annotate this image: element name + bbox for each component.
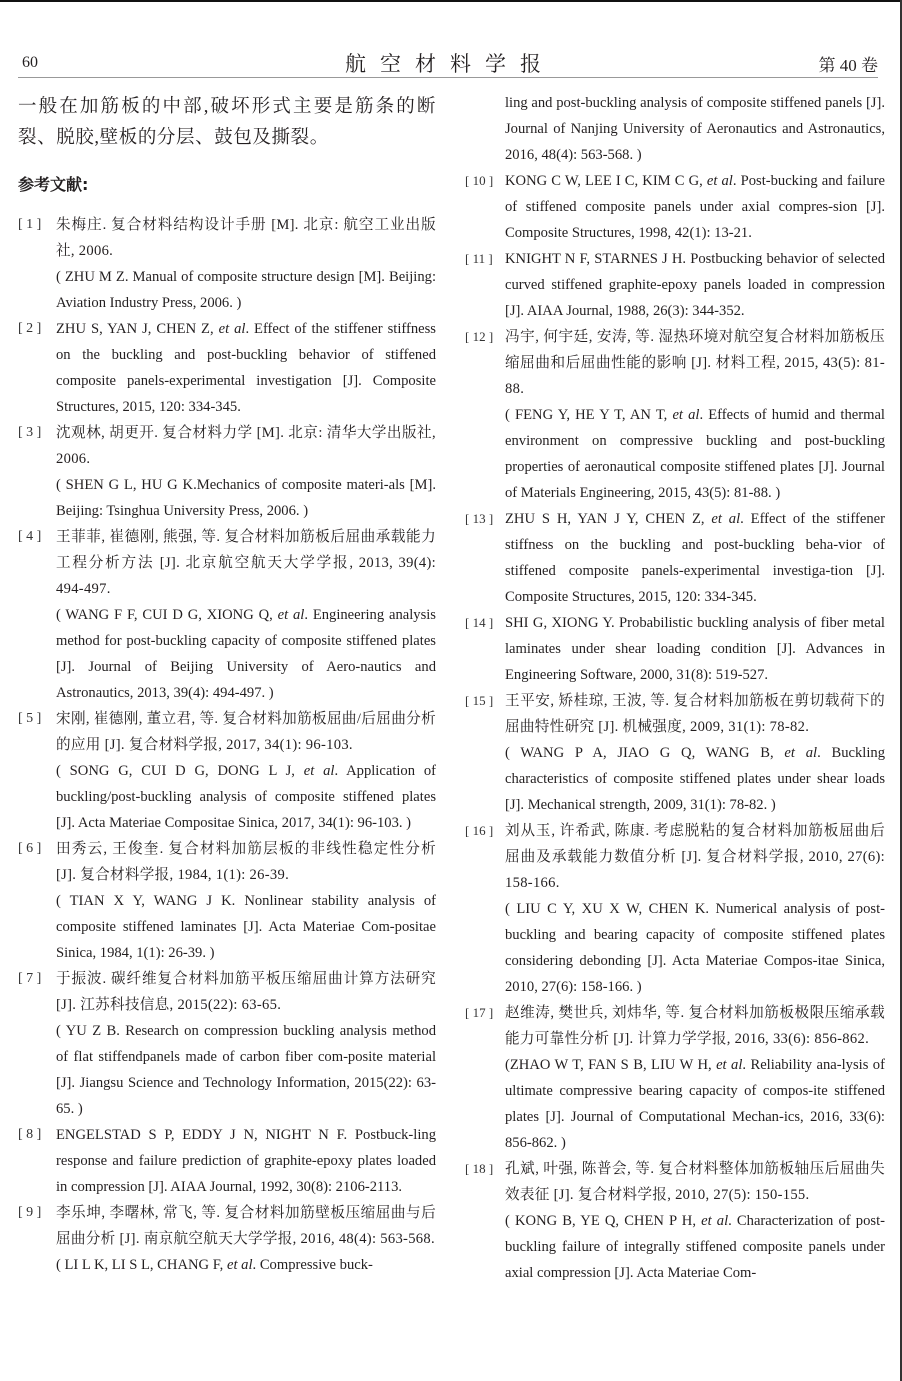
reference-body: . Compressive buck- xyxy=(252,1257,373,1273)
reference-body: . Effect of the stiffener stiffness on the buckling and post-buckling behavior of stiffened composite panels-experimental investigation [J]. Composite Structures, 2015, 120: 334-345. xyxy=(56,321,436,415)
reference-item xyxy=(467,818,885,1000)
reference-item xyxy=(18,966,436,1122)
reference-text-en: ( SHEN G L, HU G K.Mechanics of composite materi-als [M]. Beijing: Tsinghua University Press, 2006. ) xyxy=(56,477,436,519)
reference-text: SHI G, XIONG Y. Probabilistic buckling analysis of fiber metal laminates under shear loading condition [J]. Advances in Engineering Software, 2000, 31(8): 519-527. xyxy=(505,615,885,683)
reference-item xyxy=(18,420,436,524)
reference-text-cn: 李乐坤, 李曙林, 常飞, 等. 复合材料加筋壁板压缩屈曲与后屈曲分析 [J]. 南京航空航天大学学报, 2016, 48(4): 563-568. xyxy=(56,1205,436,1247)
reference-authors: (ZHAO W T, FAN S B, LIU W H, xyxy=(505,1057,717,1073)
reference-number: [ 9 ] xyxy=(18,1205,42,1220)
reference-text-cn: 刘从玉, 许希武, 陈康. 考虑脱粘的复合材料加筋板屈曲后屈曲及承载能力数值分析 [J]. 复合材料学报, 2010, 27(6): 158-166. xyxy=(505,823,885,891)
reference-number: [ 8 ] xyxy=(18,1127,42,1142)
reference-authors: KONG C W, LEE I C, KIM C G, xyxy=(505,173,707,189)
reference-text-en xyxy=(56,758,436,836)
reference-authors: ZHU S H, YAN J Y, CHEN Z, xyxy=(505,511,712,527)
reference-text-cn: 于振波. 碳纤维复合材料加筋平板压缩屈曲计算方法研究 [J]. 江苏科技信息, 2015(22): 63-65. xyxy=(56,971,436,1013)
et-al: et al xyxy=(303,763,335,779)
reference-number: [ 15 ] xyxy=(465,693,494,708)
reference-text-en xyxy=(505,740,885,818)
reference-item xyxy=(467,1000,885,1156)
body-paragraph: 一般在加筋板的中部,破坏形式主要是筋条的断裂、脱胶,壁板的分层、鼓包及撕裂。 xyxy=(18,97,436,148)
reference-item xyxy=(467,506,885,610)
reference-item xyxy=(18,524,436,706)
reference-item xyxy=(467,1156,885,1286)
reference-text: KNIGHT N F, STARNES J H. Postbucking behavior of selected curved stiffened graphite-epoxy panels loaded in compression [J]. AIAA Journal, 1988, 26(3): 344-352. xyxy=(505,251,885,319)
reference-text-cn: 赵维涛, 樊世兵, 刘炜华, 等. 复合材料加筋板极限压缩承载能力可靠性分析 [J]. 计算力学学报, 2016, 33(6): 856-862. xyxy=(505,1005,885,1047)
reference-text-en xyxy=(56,1252,436,1278)
reference-number: [ 11 ] xyxy=(465,251,493,266)
reference-body: . Post-bucking and failure of stiffened composite panels under axial compres-sion [J]. Composite Structures, 1998, 42(1): 13-21. xyxy=(505,173,885,241)
reference-number: [ 12 ] xyxy=(465,329,494,344)
reference-body: . Reliability ana-lysis of ultimate compressive bearing capacity of compos-ite stiffened plates [J]. Journal of Computational Mechan-ics, 2016, 33(6): 856-862. ) xyxy=(505,1057,885,1151)
reference-text-en: ling and post-buckling analysis of composite stiffened panels [J]. Journal of Nanjing University of Aeronautics and Astronautics, 2016, 48(4): 563-568. ) xyxy=(505,95,885,163)
reference-text-en: ( TIAN X Y, WANG J K. Nonlinear stability analysis of composite stiffened laminates [J]. Acta Materiae Com-positae Sinica, 1984, 1(1): 26-39. ) xyxy=(56,893,436,961)
reference-body: . Engineering analysis method for post-buckling capacity of composite stiffened plates [J]. Journal of Beijing University of Aero-nautics and Astronautics, 2013, 39(4): 494-497. ) xyxy=(56,607,436,701)
reference-number: [ 5 ] xyxy=(18,711,42,726)
reference-text-cn: 王菲菲, 崔德刚, 熊强, 等. 复合材料加筋板后屈曲承载能力工程分析方法 [J]. 北京航空航天大学学报, 2013, 39(4): 494-497. xyxy=(56,529,436,597)
reference-authors: ( LI L K, LI S L, CHANG F, xyxy=(56,1257,227,1273)
page-number: 60 xyxy=(22,54,38,71)
reference-item xyxy=(467,246,885,324)
reference-body: . Application of buckling/post-buckling analysis of composite stiffened plates [J]. Acta Materiae Compositae Sinica, 2017, 34(1): 96-103. ) xyxy=(56,763,436,831)
reference-text xyxy=(56,316,436,420)
reference-body: . Characterization of post-buckling failure of integrally stiffened composite panels under axial compression [J]. Acta Materiae Com- xyxy=(505,1213,885,1281)
reference-text-cn: 沈观林, 胡更开. 复合材料力学 [M]. 北京: 清华大学出版社, 2006. xyxy=(56,425,436,467)
et-al: et al xyxy=(277,607,305,623)
reference-number: [ 2 ] xyxy=(18,321,42,336)
reference-text-cn: 朱梅庄. 复合材料结构设计手册 [M]. 北京: 航空工业出版社, 2006. xyxy=(56,217,436,259)
reference-text: ENGELSTAD S P, EDDY J N, NIGHT N F. Postbuck-ling response and failure prediction of graphite-epoxy plates loaded in compression [J]. AIAA Journal, 1992, 30(8): 2106-2113. xyxy=(56,1127,436,1195)
reference-number: [ 4 ] xyxy=(18,529,42,544)
reference-item xyxy=(467,688,885,818)
reference-item xyxy=(18,212,436,316)
reference-body: . Effect of the stiffener stiffness on the buckling and post-buckling beha-vior of stiffened composite panels-experimental investiga-tion [J]. Composite Structures, 2015, 120: 334-345. xyxy=(505,511,885,605)
reference-number: [ 16 ] xyxy=(465,823,494,838)
reference-item xyxy=(18,316,436,420)
et-al: et al xyxy=(701,1213,729,1229)
right-column xyxy=(467,90,885,1286)
et-al: et al xyxy=(218,321,246,337)
reference-item xyxy=(18,706,436,836)
reference-continuation xyxy=(467,90,885,168)
reference-number: [ 6 ] xyxy=(18,841,42,856)
reference-body: . Effects of humid and thermal environment on compressive buckling and post-buckling properties of aeronautical composite stiffened plates [J]. Journal of Materials Engineering, 2015, 43(5): 81-88. ) xyxy=(505,407,885,501)
reference-number: [ 13 ] xyxy=(465,511,494,526)
reference-number: [ 1 ] xyxy=(18,217,42,232)
reference-number: [ 17 ] xyxy=(465,1005,494,1020)
reference-text-en xyxy=(505,1052,885,1156)
reference-text-en: ( YU Z B. Research on compression buckling analysis method of flat stiffendpanels made of carbon fiber com-posite material [J]. Jiangsu Science and Technology Information, 2015(22): 63-65. ) xyxy=(56,1023,436,1117)
reference-item xyxy=(467,324,885,506)
reference-text-en xyxy=(505,402,885,506)
reference-text xyxy=(505,506,885,610)
reference-authors: ( WANG F F, CUI D G, XIONG Q, xyxy=(56,607,278,623)
reference-number: [ 7 ] xyxy=(18,971,42,986)
et-al: et al xyxy=(226,1257,253,1273)
reference-item xyxy=(18,836,436,966)
reference-text-en: ( LIU C Y, XU X W, CHEN K. Numerical analysis of post-buckling and bearing capacity of composite stiffened plates considering debonding [J]. Acta Materiae Compos-itae Sinica, 2010, 27(6): 158-166. ) xyxy=(505,901,885,995)
et-al: et al xyxy=(716,1057,743,1073)
reference-body: . Buckling characteristics of composite stiffened plates under shear loads [J]. Mechanical strength, 2009, 31(1): 78-82. ) xyxy=(505,745,885,813)
reference-number: [ 18 ] xyxy=(465,1161,494,1176)
reference-number: [ 14 ] xyxy=(465,615,494,630)
volume-label: 第 40 卷 xyxy=(818,56,878,75)
journal-title: 航空材料学报 xyxy=(345,52,555,76)
et-al: et al xyxy=(711,511,741,527)
running-header xyxy=(22,46,878,78)
reference-authors: ( SONG G, CUI D G, DONG L J, xyxy=(56,763,304,779)
reference-text-cn: 宋刚, 崔德刚, 董立君, 等. 复合材料加筋板屈曲/后屈曲分析的应用 [J]. 复合材料学报, 2017, 34(1): 96-103. xyxy=(56,711,436,753)
reference-item xyxy=(467,168,885,246)
references-heading: 参考文献: xyxy=(18,175,89,194)
reference-authors: ( WANG P A, JIAO G Q, WANG B, xyxy=(505,745,785,761)
reference-item xyxy=(18,1122,436,1200)
et-al: et al xyxy=(672,407,700,423)
left-column xyxy=(18,90,436,1278)
reference-authors: ( FENG Y, HE Y T, AN T, xyxy=(505,407,673,423)
reference-text-en xyxy=(505,1208,885,1286)
reference-authors: ( KONG B, YE Q, CHEN P H, xyxy=(505,1213,702,1229)
reference-text-cn: 田秀云, 王俊奎. 复合材料加筋层板的非线性稳定性分析 [J]. 复合材料学报, 1984, 1(1): 26-39. xyxy=(56,841,436,883)
reference-text-en xyxy=(56,602,436,706)
reference-text-cn: 孔斌, 叶强, 陈普会, 等. 复合材料整体加筋板轴压后屈曲失效表征 [J]. 复合材料学报, 2010, 27(5): 150-155. xyxy=(505,1161,885,1203)
reference-item xyxy=(467,610,885,688)
reference-item xyxy=(18,1200,436,1278)
reference-text-en: ( ZHU M Z. Manual of composite structure design [M]. Beijing: Aviation Industry Press, 2006. ) xyxy=(56,269,436,311)
reference-text-cn: 王平安, 矫桂琼, 王波, 等. 复合材料加筋板在剪切载荷下的屈曲特性研究 [J]. 机械强度, 2009, 31(1): 78-82. xyxy=(505,693,885,735)
header-divider xyxy=(18,77,878,78)
reference-authors: ZHU S, YAN J, CHEN Z, xyxy=(56,321,219,337)
et-al: et al xyxy=(706,173,733,189)
et-al: et al xyxy=(784,745,818,761)
reference-number: [ 3 ] xyxy=(18,425,42,440)
page-frame-top xyxy=(0,0,902,2)
reference-number: [ 10 ] xyxy=(465,173,494,188)
reference-text-cn: 冯宇, 何宇廷, 安涛, 等. 湿热环境对航空复合材料加筋板压缩屈曲和后屈曲性能的影响 [J]. 材料工程, 2015, 43(5): 81-88. xyxy=(505,329,885,397)
reference-text xyxy=(505,168,885,246)
